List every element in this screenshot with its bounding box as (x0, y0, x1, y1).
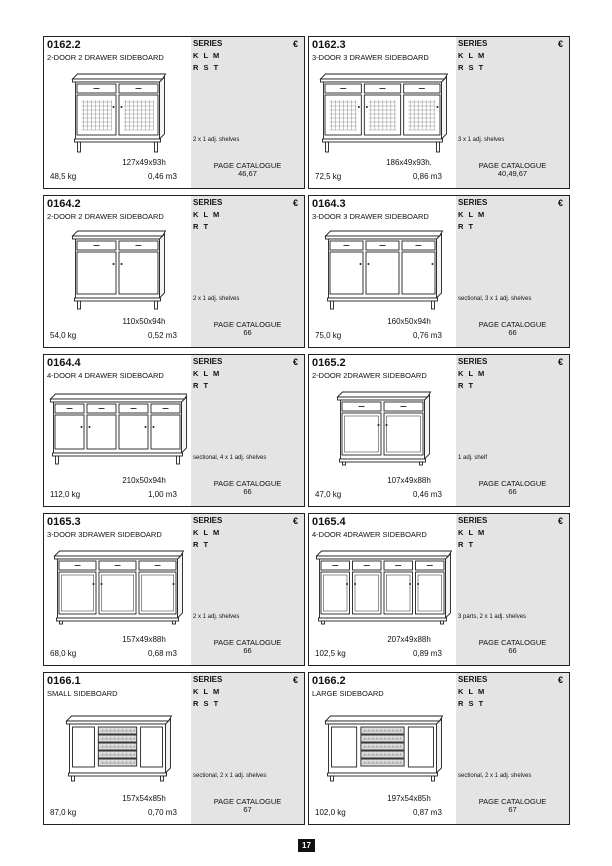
series-label: SERIES (458, 198, 488, 207)
series-line-2: R T (193, 222, 210, 231)
product-code: 0162.3 (312, 39, 346, 51)
catalogue-label: PAGE CATALOGUE (213, 479, 282, 488)
catalogue-label: PAGE CATALOGUE (478, 638, 547, 647)
shelf-note: sectional, 2 x 1 adj. shelves (193, 773, 267, 779)
product-card (308, 513, 570, 666)
product-illustration (313, 224, 452, 320)
series-label: SERIES (458, 675, 488, 684)
volume: 0,70 m3 (148, 808, 177, 817)
series-label: SERIES (458, 516, 488, 525)
weight: 112,0 kg (50, 490, 81, 499)
series-line-2: R S T (193, 63, 220, 72)
catalogue-pages: 66 (508, 487, 517, 496)
catalogue-pages: 46,67 (238, 169, 257, 178)
product-illustration (313, 701, 452, 797)
product-illustration (48, 383, 187, 479)
euro-icon: € (557, 516, 563, 526)
product-card (43, 36, 305, 189)
product-name: 2-DOOR 2DRAWER SIDEBOARD (312, 371, 427, 380)
catalogue-pages: 66 (243, 328, 252, 337)
product-name: 2-DOOR 2 DRAWER SIDEBOARD (47, 212, 164, 221)
catalogue-label: PAGE CATALOGUE (213, 638, 282, 647)
series-line-2: R T (193, 540, 210, 549)
product-name: LARGE SIDEBOARD (312, 689, 384, 698)
catalogue-pages: 66 (243, 487, 252, 496)
catalogue-label: PAGE CATALOGUE (478, 161, 547, 170)
weight: 75,0 kg (315, 331, 342, 340)
product-card (308, 36, 570, 189)
volume: 0,76 m3 (413, 331, 442, 340)
euro-icon: € (557, 675, 563, 685)
volume: 0,68 m3 (148, 649, 177, 658)
series-line-2: R T (458, 381, 475, 390)
product-name: 4-DOOR 4DRAWER SIDEBOARD (312, 530, 427, 539)
product-name: 2-DOOR 2 DRAWER SIDEBOARD (47, 53, 164, 62)
series-line-2: R S T (193, 699, 220, 708)
series-line-2: R T (458, 222, 475, 231)
product-card (43, 672, 305, 825)
shelf-note: 3 x 1 adj. shelves (458, 137, 505, 143)
product-illustration (48, 224, 187, 320)
series-line-2: R T (193, 381, 210, 390)
weight: 47,0 kg (315, 490, 342, 499)
weight: 68,0 kg (50, 649, 77, 658)
catalogue-label: PAGE CATALOGUE (478, 797, 547, 806)
sideboard-drawing (313, 542, 452, 638)
series-label: SERIES (193, 39, 223, 48)
shelf-note: 3 parts, 2 x 1 adj. shelves (458, 614, 527, 620)
series-label: SERIES (458, 39, 488, 48)
series-line-1: K L M (458, 51, 486, 60)
product-illustration (48, 65, 187, 161)
product-code: 0165.3 (47, 516, 81, 528)
volume: 1,00 m3 (148, 490, 177, 499)
series-line-2: R S T (458, 63, 485, 72)
sideboard-drawing (48, 383, 187, 479)
product-card (308, 195, 570, 348)
product-illustration (48, 701, 187, 797)
euro-icon: € (292, 39, 298, 49)
sideboard-drawing (313, 65, 452, 161)
series-line-1: K L M (193, 687, 221, 696)
product-name: 4-DOOR 4 DRAWER SIDEBOARD (47, 371, 164, 380)
catalogue-pages: 66 (243, 646, 252, 655)
euro-icon: € (557, 198, 563, 208)
product-card (43, 513, 305, 666)
catalogue-pages: 40,49,67 (497, 169, 528, 178)
dimensions: 186x49x93h. (386, 158, 432, 167)
catalogue-label: PAGE CATALOGUE (213, 320, 282, 329)
euro-icon: € (292, 516, 298, 526)
product-card (43, 195, 305, 348)
catalogue-pages: 66 (508, 646, 517, 655)
shelf-note: 2 x 1 adj. shelves (193, 296, 240, 302)
sideboard-drawing (313, 701, 452, 797)
product-code: 0166.2 (312, 675, 346, 687)
euro-icon: € (557, 39, 563, 49)
volume: 0,89 m3 (413, 649, 442, 658)
sideboard-drawing (48, 701, 187, 797)
volume: 0,86 m3 (413, 172, 442, 181)
sideboard-drawing (48, 65, 187, 161)
series-line-1: K L M (458, 687, 486, 696)
product-name: 3-DOOR 3DRAWER SIDEBOARD (47, 530, 162, 539)
product-name: 3-DOOR 3 DRAWER SIDEBOARD (312, 212, 429, 221)
series-label: SERIES (458, 357, 488, 366)
euro-icon: € (292, 198, 298, 208)
series-line-1: K L M (193, 528, 221, 537)
product-name: SMALL SIDEBOARD (47, 689, 118, 698)
dimensions: 160x50x94h (387, 317, 431, 326)
euro-icon: € (292, 675, 298, 685)
product-card (43, 354, 305, 507)
product-illustration (48, 542, 187, 638)
sideboard-drawing (313, 383, 452, 479)
weight: 54,0 kg (50, 331, 77, 340)
dimensions: 110x50x94h (122, 317, 166, 326)
dimensions: 107x49x88h (387, 476, 431, 485)
series-label: SERIES (193, 516, 223, 525)
series-line-1: K L M (193, 210, 221, 219)
euro-icon: € (292, 357, 298, 367)
dimensions: 210x50x94h (122, 476, 166, 485)
shelf-note: sectional, 2 x 1 adj. shelves (458, 773, 532, 779)
dimensions: 157x54x85h (122, 794, 166, 803)
series-line-2: R T (458, 540, 475, 549)
dimensions: 127x49x93h (122, 158, 166, 167)
weight: 102,5 kg (315, 649, 346, 658)
series-line-1: K L M (458, 528, 486, 537)
catalogue-pages: 67 (508, 805, 517, 814)
catalogue-label: PAGE CATALOGUE (213, 797, 282, 806)
product-code: 0164.3 (312, 198, 346, 210)
sideboard-drawing (313, 224, 452, 320)
catalogue-pages: 66 (508, 328, 517, 337)
product-name: 3-DOOR 3 DRAWER SIDEBOARD (312, 53, 429, 62)
weight: 87,0 kg (50, 808, 77, 817)
product-illustration (313, 65, 452, 161)
weight: 48,5 kg (50, 172, 77, 181)
series-label: SERIES (193, 198, 223, 207)
dimensions: 207x49x88h (387, 635, 431, 644)
catalogue-label: PAGE CATALOGUE (478, 320, 547, 329)
shelf-note: 2 x 1 adj. shelves (193, 137, 240, 143)
product-code: 0162.2 (47, 39, 81, 51)
product-grid (43, 36, 570, 829)
product-card (308, 672, 570, 825)
product-code: 0165.4 (312, 516, 346, 528)
series-line-2: R S T (458, 699, 485, 708)
shelf-note: sectional, 4 x 1 adj. shelves (193, 455, 267, 461)
series-line-1: K L M (193, 369, 221, 378)
product-illustration (313, 542, 452, 638)
volume: 0,46 m3 (413, 490, 442, 499)
shelf-note: sectional, 3 x 1 adj. shelves (458, 296, 532, 302)
weight: 102,0 kg (315, 808, 346, 817)
volume: 0,52 m3 (148, 331, 177, 340)
series-line-1: K L M (193, 51, 221, 60)
catalogue-label: PAGE CATALOGUE (213, 161, 282, 170)
shelf-note: 2 x 1 adj. shelves (193, 614, 240, 620)
product-code: 0165.2 (312, 357, 346, 369)
series-line-1: K L M (458, 210, 486, 219)
sideboard-drawing (48, 224, 187, 320)
shelf-note: 1 adj. shelf (458, 455, 488, 461)
series-label: SERIES (193, 357, 223, 366)
dimensions: 197x54x85h (387, 794, 431, 803)
product-card (308, 354, 570, 507)
catalogue-pages: 67 (243, 805, 252, 814)
product-code: 0164.2 (47, 198, 81, 210)
sideboard-drawing (48, 542, 187, 638)
page-number: 17 (298, 839, 315, 852)
series-label: SERIES (193, 675, 223, 684)
product-illustration (313, 383, 452, 479)
volume: 0,87 m3 (413, 808, 442, 817)
product-code: 0166.1 (47, 675, 81, 687)
catalogue-label: PAGE CATALOGUE (478, 479, 547, 488)
product-code: 0164.4 (47, 357, 81, 369)
euro-icon: € (557, 357, 563, 367)
dimensions: 157x49x88h (122, 635, 166, 644)
weight: 72,5 kg (315, 172, 342, 181)
series-line-1: K L M (458, 369, 486, 378)
volume: 0,46 m3 (148, 172, 177, 181)
